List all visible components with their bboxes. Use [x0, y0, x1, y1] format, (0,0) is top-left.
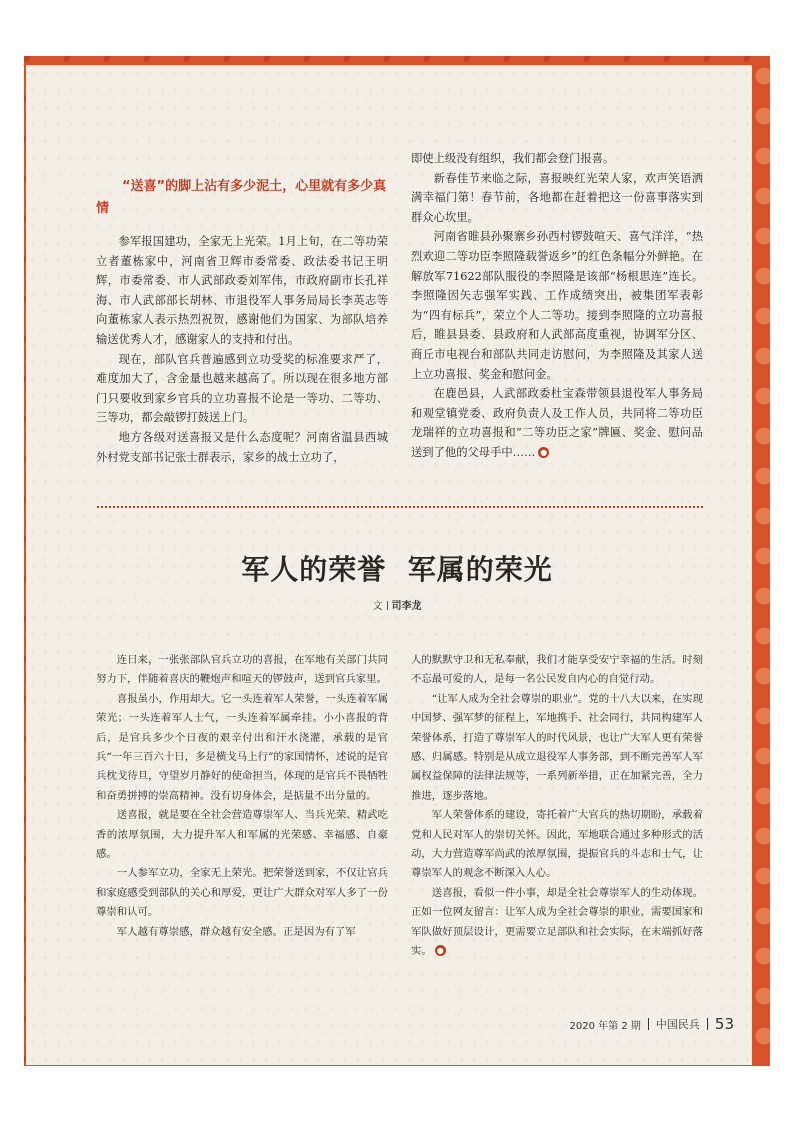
paragraph: 军人荣誉体系的建设，寄托着广大官兵的热切期盼，承载着党和人民对军人的崇切关怀。因此，军地联合通过多种形式的活动，大力营造尊军尚武的浓厚氛围，提振官兵的斗志和士气，让尊崇军人的观念不断深入人心。	[411, 809, 703, 880]
article-right-column	[411, 651, 703, 962]
paragraph: 现在，部队官兵普遍感到立功受奖的标准要求严了，难度加大了，含金量也越来越高了。所以现在很多地方部门只要收到家乡官兵的立功喜报不论是一等功、二等功、三等功，都会敲锣打鼓送上门。	[96, 352, 388, 425]
end-mark-icon: ●	[435, 945, 446, 956]
paragraph-text: 在鹿邑县，人武部政委杜宝森带领县退役军人事务局和观堂镇党委、政府负责人及工作人员，共同将二等功臣龙瑞祥的立功喜报和“二等功臣之家”牌匾、奖金、慰问品送到了他的父母手中……	[411, 387, 703, 459]
page-number: 53	[714, 1015, 734, 1033]
paragraph: 河南省睢县孙聚寨乡孙西村锣鼓喧天、喜气洋洋，“热烈欢迎二等功臣李照隆载誉返乡”的红色条幅分外鲜艳。在解放军71622部队服役的李照隆是该部“杨根思连”连长。李照隆因矢志强军实践、工作成绩突出，被集团军表彰为“四有标兵”，荣立个人二等功。接到李照隆的立功喜报后，睢县县委、县政府和人武部高度重视，协调军分区、商丘市电视台和部队共同走访慰问，为李照隆及其家人送上立功喜报、奖金和慰问金。	[411, 230, 703, 381]
dotted-divider	[97, 506, 703, 508]
footer-separator	[648, 1018, 649, 1030]
paragraph: 人的默默守卫和无私奉献，我们才能享受安宁幸福的生活。时刻不忘最可爱的人，是每一名公民发自内心的自觉行动。	[411, 654, 703, 686]
paragraph: 即使上级没有组织，我们都会登门报喜。	[411, 152, 615, 165]
paragraph: 新春佳节来临之际，喜报映红光荣人家，欢声笑语洒满幸福门第！春节前，各地都在赶着把这一份喜事落实到群众心坎里。	[411, 171, 703, 224]
footer-separator	[707, 1018, 708, 1030]
paragraph: 连日来，一张张部队官兵立功的喜报，在军地有关部门共同努力下，伴随着喜庆的鞭炮声和喧天的锣鼓声，送到官兵家里。	[96, 654, 388, 686]
issue-label: 2020 年第 2 期	[569, 1020, 641, 1032]
paragraph: 地方各级对送喜报又是什么态度呢？河南省温县西城外村党支部书记张士群表示，家乡的战士立功了，	[96, 430, 388, 464]
article-title: 军人的荣誉 军属的荣光	[241, 553, 553, 586]
paragraph: 一人参军立功，全家无上荣光。把荣誉送到家，不仅让官兵和家庭感受到部队的关心和厚爱，更让广大群众对军人多了一份尊崇和认可。	[96, 867, 388, 919]
top-left-column	[96, 232, 388, 467]
paragraph-text: 送喜报，看似一件小事，却是全社会尊崇军人的生动体现。正如一位网友留言：让军人成为全社会尊崇的职业，需要国家和军队做好顶层设计，更需要立足部队和社会实际，在末端抓好落实。	[411, 886, 703, 958]
paragraph	[411, 384, 703, 462]
byline-prefix: 文	[372, 601, 383, 612]
paragraph: 军人越有尊崇感，群众越有安全感。正是因为有了军	[116, 925, 356, 938]
byline-separator	[387, 601, 388, 610]
article-left-column	[96, 651, 388, 942]
paragraph: “让军人成为全社会尊崇的职业”。党的十八大以来，在实现中国梦、强军梦的征程上，军地携手、社会同行，共同构建军人荣誉体系，打造了尊崇军人的时代风景，也让广大军人更有荣誉感、归属感。特别是从成立退役军人事务部，到不断完善军人军属权益保障的法律法规等，一系列新举措，正在加紧完善，全力推进，逐步落地。	[411, 692, 703, 802]
top-right-column	[411, 149, 703, 463]
author-name: 司李龙	[391, 601, 422, 612]
paragraph: 喜报虽小，作用却大。它一头连着军人荣誉，一头连着军属荣光；一头连着军人士气，一头连着军属牵挂。小小喜报的背后，是官兵多少个日夜的艰辛付出和汗水浇灌，承载的是官兵“一年三百六十日，多是横戈马上行”的家国情怀，述说的是官兵枕戈待旦，守望岁月静好的使命担当，体现的是官兵不畏牺牲和奋勇拼搏的崇高精神。没有切身体会，是掂量不出分量的。	[96, 692, 388, 802]
byline	[0, 597, 794, 612]
end-mark-icon: ●	[538, 447, 549, 458]
paragraph	[411, 884, 703, 962]
paragraph: 参军报国建功，全家无上光荣。1月上旬，在二等功荣立者董栋家中，河南省卫辉市委常委、政法委书记王明辉，市委常委、市人武部政委刘军伟，市政府副市长孔祥海、市人武部部长胡林、市退役军人事务局局长李英志等向董栋家人表示热烈祝贺，感谢他们为国家、为部队培养输送优秀人才，感谢家人的支持和付出。	[96, 235, 388, 346]
magazine-name: 中国民兵	[655, 1018, 700, 1031]
section-subhead: “送喜”的脚上沾有多少泥土，心里就有多少真情	[96, 179, 387, 216]
page-footer	[570, 1015, 734, 1033]
paragraph: 送喜报，就是要在全社会营造尊崇军人、当兵光荣、精武吃香的浓厚氛围，大力提升军人和军属的光荣感、幸福感、自豪感。	[96, 809, 388, 861]
